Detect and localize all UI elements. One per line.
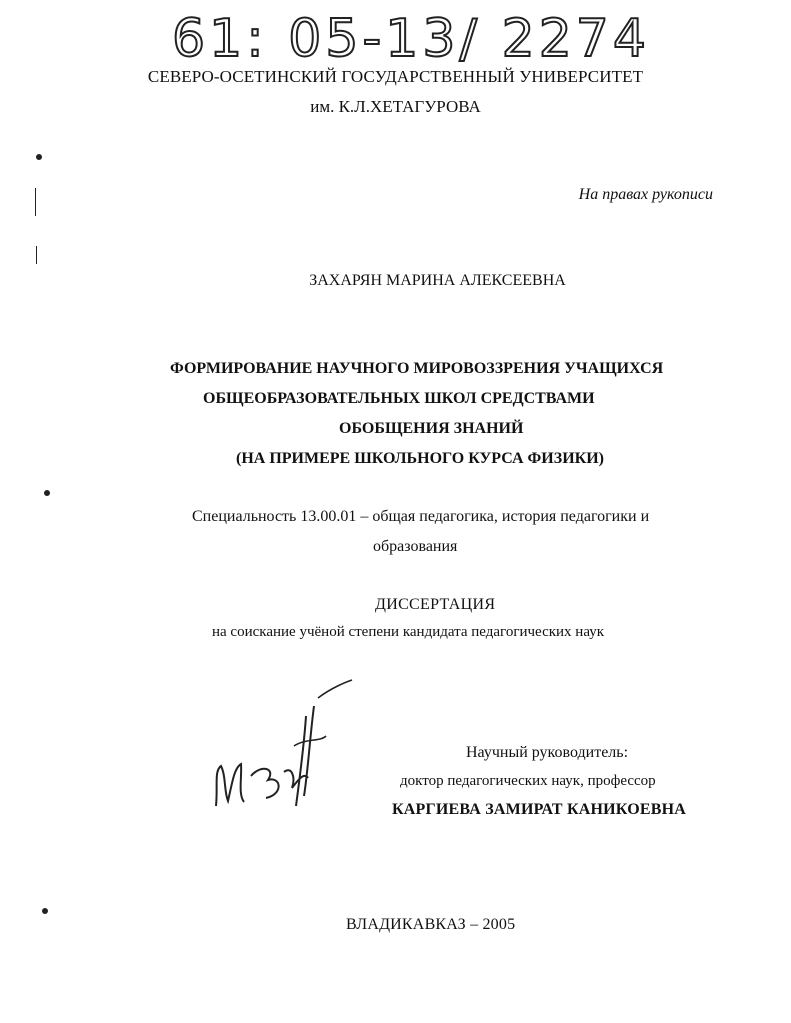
scan-mark bbox=[42, 908, 48, 914]
scan-mark bbox=[44, 490, 50, 496]
specialty-line-1: Специальность 13.00.01 – общая педагогика, история педагогики и bbox=[192, 508, 650, 525]
scan-mark bbox=[36, 246, 37, 264]
scan-mark bbox=[35, 188, 36, 216]
title-line-3: ОБОБЩЕНИЯ ЗНАНИЙ bbox=[339, 420, 524, 437]
title-line-4: (НА ПРИМЕРЕ ШКОЛЬНОГО КУРСА ФИЗИКИ) bbox=[236, 450, 605, 467]
title-line-1: ФОРМИРОВАНИЕ НАУЧНОГО МИРОВОЗЗРЕНИЯ УЧАЩИХСЯ bbox=[170, 360, 664, 377]
author-name: ЗАХАРЯН МАРИНА АЛЕКСЕЕВНА bbox=[309, 272, 566, 289]
supervisor-label: Научный руководитель: bbox=[466, 744, 629, 761]
scan-mark bbox=[36, 154, 42, 160]
handwritten-code-text: 61: 05-13/ 2274 bbox=[172, 9, 652, 68]
title-line-2: ОБЩЕОБРАЗОВАТЕЛЬНЫХ ШКОЛ СРЕДСТВАМИ bbox=[203, 390, 595, 407]
manuscript-note: На правах рукописи bbox=[578, 186, 713, 203]
specialty-line-2: образования bbox=[373, 538, 458, 555]
university-name: СЕВЕРО-ОСЕТИНСКИЙ ГОСУДАРСТВЕННЫЙ УНИВЕРСИТЕТ bbox=[147, 67, 644, 86]
city-year: ВЛАДИКАВКАЗ – 2005 bbox=[346, 916, 516, 933]
supervisor-name: КАРГИЕВА ЗАМИРАТ КАНИКОЕВНА bbox=[392, 801, 686, 818]
supervisor-signature bbox=[196, 676, 356, 826]
supervisor-degree: доктор педагогических наук, профессор bbox=[400, 773, 656, 789]
dissertation-label: ДИССЕРТАЦИЯ bbox=[375, 596, 496, 613]
university-named-after: им. К.Л.ХЕТАГУРОВА bbox=[310, 97, 481, 116]
dissertation-purpose: на соискание учёной степени кандидата педагогических наук bbox=[212, 624, 605, 640]
handwritten-registration-code bbox=[172, 6, 662, 68]
